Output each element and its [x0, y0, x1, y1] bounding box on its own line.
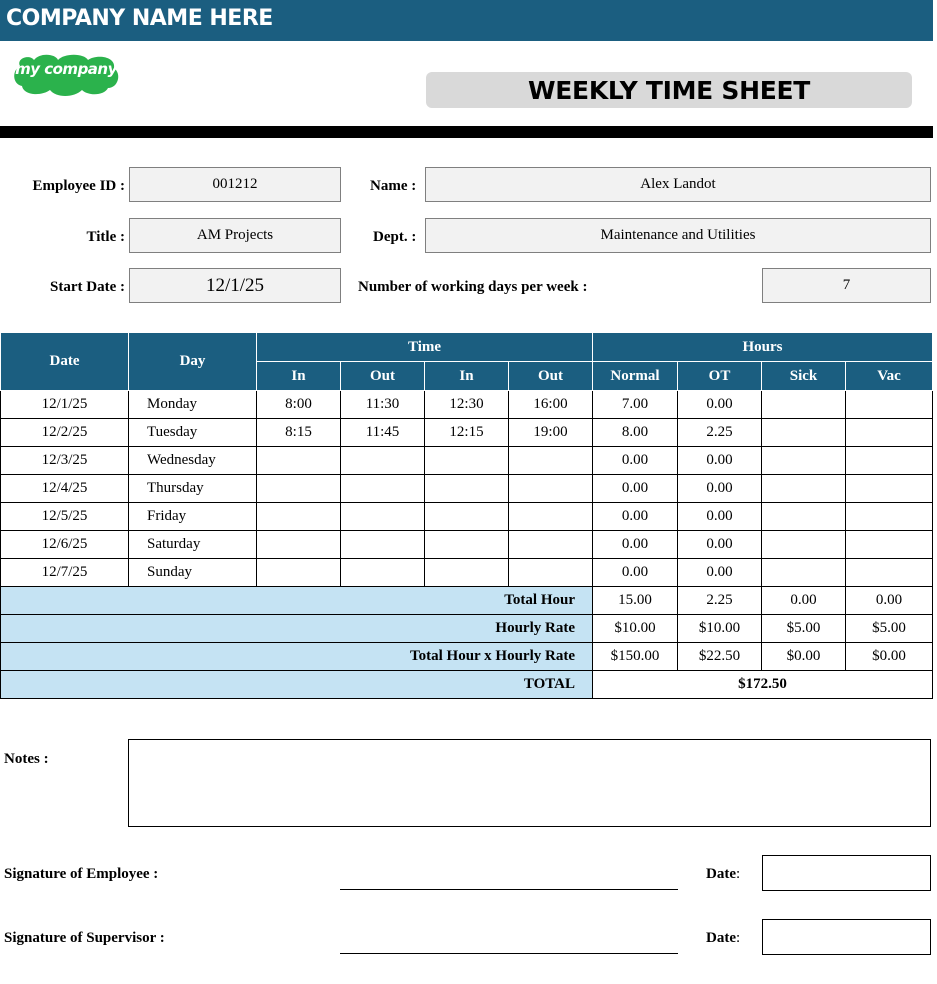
start-date-label: Start Date : — [50, 279, 125, 295]
cell-out1[interactable]: 11:45 — [341, 419, 425, 447]
total-hour-label: Total Hour — [1, 587, 593, 615]
grand-total-value: $172.50 — [593, 671, 933, 699]
grand-total-label: TOTAL — [1, 671, 593, 699]
hourly-rate-normal[interactable]: $10.00 — [593, 615, 678, 643]
header-sick: Sick — [762, 362, 846, 391]
header-time: Time — [257, 333, 593, 362]
cell-out1[interactable] — [341, 503, 425, 531]
cell-in1[interactable] — [257, 475, 341, 503]
cell-sick[interactable] — [762, 391, 846, 419]
cell-normal[interactable]: 0.00 — [593, 475, 678, 503]
cell-day[interactable]: Saturday — [129, 531, 257, 559]
cell-day[interactable]: Sunday — [129, 559, 257, 587]
total-x-rate-ot: $22.50 — [678, 643, 762, 671]
cell-ot[interactable]: 0.00 — [678, 391, 762, 419]
name-value: Alex Landot — [640, 176, 716, 192]
working-days-value: 7 — [842, 277, 851, 293]
total-x-rate-label: Total Hour x Hourly Rate — [1, 643, 593, 671]
start-date-value: 12/1/25 — [205, 275, 265, 296]
cell-sick[interactable] — [762, 503, 846, 531]
title-field[interactable] — [129, 218, 341, 253]
cell-sick[interactable] — [762, 419, 846, 447]
total-x-rate-vac: $0.00 — [846, 643, 933, 671]
employee-signature-line[interactable] — [340, 889, 678, 890]
cell-date[interactable]: 12/3/25 — [1, 447, 129, 475]
header-out-1: Out — [341, 362, 425, 391]
cell-ot[interactable]: 2.25 — [678, 419, 762, 447]
cell-ot[interactable]: 0.00 — [678, 475, 762, 503]
cell-out1[interactable] — [341, 475, 425, 503]
hourly-rate-label: Hourly Rate — [1, 615, 593, 643]
cell-out2[interactable] — [509, 559, 593, 587]
total-x-rate-normal: $150.00 — [593, 643, 678, 671]
dept-field[interactable] — [425, 218, 931, 253]
cell-in1[interactable]: 8:15 — [257, 419, 341, 447]
cell-sick[interactable] — [762, 447, 846, 475]
cell-out2[interactable]: 19:00 — [509, 419, 593, 447]
cell-normal[interactable]: 0.00 — [593, 447, 678, 475]
header-out-2: Out — [509, 362, 593, 391]
cell-normal[interactable]: 0.00 — [593, 559, 678, 587]
cell-in1[interactable] — [257, 559, 341, 587]
cell-out2[interactable] — [509, 531, 593, 559]
cell-ot[interactable]: 0.00 — [678, 531, 762, 559]
supervisor-date-label: Date: — [706, 930, 741, 946]
cell-day[interactable]: Friday — [129, 503, 257, 531]
cell-normal[interactable]: 7.00 — [593, 391, 678, 419]
cell-vac[interactable] — [846, 503, 933, 531]
cell-normal[interactable]: 8.00 — [593, 419, 678, 447]
cell-out1[interactable] — [341, 531, 425, 559]
cell-out1[interactable]: 11:30 — [341, 391, 425, 419]
name-label: Name : — [370, 178, 417, 194]
cell-in2[interactable]: 12:30 — [425, 391, 509, 419]
dept-label: Dept. : — [373, 229, 417, 245]
employee-id-field[interactable] — [129, 167, 341, 202]
cell-in2[interactable] — [425, 559, 509, 587]
total-hour-normal: 15.00 — [593, 587, 678, 615]
employee-id-label: Employee ID : — [32, 178, 125, 194]
table-row — [1, 447, 933, 475]
cell-out2[interactable]: 16:00 — [509, 391, 593, 419]
name-field[interactable] — [425, 167, 931, 202]
table-row — [1, 391, 933, 419]
cell-date[interactable]: 12/5/25 — [1, 503, 129, 531]
cell-in1[interactable]: 8:00 — [257, 391, 341, 419]
cell-sick[interactable] — [762, 559, 846, 587]
supervisor-signature-label: Signature of Supervisor : — [4, 930, 165, 946]
cell-date[interactable]: 12/2/25 — [1, 419, 129, 447]
cell-out2[interactable] — [509, 475, 593, 503]
cell-in1[interactable] — [257, 447, 341, 475]
hourly-rate-vac[interactable]: $5.00 — [846, 615, 933, 643]
cell-date[interactable]: 12/7/25 — [1, 559, 129, 587]
total-hour-ot: 2.25 — [678, 587, 762, 615]
header-in-2: In — [425, 362, 509, 391]
supervisor-signature-line[interactable] — [340, 953, 678, 954]
title-label: Title : — [86, 229, 125, 245]
total-hour-sick: 0.00 — [762, 587, 846, 615]
timesheet-table — [0, 332, 933, 699]
header-vac: Vac — [846, 362, 933, 391]
employee-date-label: Date: — [706, 866, 741, 882]
cell-sick[interactable] — [762, 531, 846, 559]
employee-id-value: 001212 — [212, 176, 258, 192]
header-hours: Hours — [593, 333, 933, 362]
cell-in2[interactable] — [425, 447, 509, 475]
cell-in2[interactable] — [425, 503, 509, 531]
cell-in2[interactable]: 12:15 — [425, 419, 509, 447]
cell-vac[interactable] — [846, 559, 933, 587]
cell-sick[interactable] — [762, 475, 846, 503]
notes-box[interactable] — [128, 739, 931, 827]
notes-label: Notes : — [4, 751, 49, 767]
employee-date-field[interactable] — [762, 855, 931, 891]
table-row — [1, 419, 933, 447]
company-name: COMPANY NAME HERE — [6, 6, 273, 31]
cell-vac[interactable] — [846, 391, 933, 419]
header-date: Date — [1, 333, 129, 391]
table-row — [1, 503, 933, 531]
cell-vac[interactable] — [846, 475, 933, 503]
working-days-field[interactable] — [762, 268, 931, 303]
cell-ot[interactable]: 0.00 — [678, 503, 762, 531]
table-row — [1, 531, 933, 559]
cell-day[interactable]: Monday — [129, 391, 257, 419]
cell-day[interactable]: Thursday — [129, 475, 257, 503]
cell-vac[interactable] — [846, 447, 933, 475]
cell-normal[interactable]: 0.00 — [593, 503, 678, 531]
cell-in2[interactable] — [425, 531, 509, 559]
divider-bar — [0, 126, 933, 138]
header-ot: OT — [678, 362, 762, 391]
table-row — [1, 559, 933, 587]
cell-ot[interactable]: 0.00 — [678, 447, 762, 475]
start-date-field[interactable] — [129, 268, 341, 303]
cell-out1[interactable] — [341, 447, 425, 475]
cell-vac[interactable] — [846, 531, 933, 559]
cell-out1[interactable] — [341, 559, 425, 587]
total-x-rate-sick: $0.00 — [762, 643, 846, 671]
cell-normal[interactable]: 0.00 — [593, 531, 678, 559]
cell-in2[interactable] — [425, 475, 509, 503]
cell-out2[interactable] — [509, 503, 593, 531]
logo-text: my company — [15, 60, 117, 78]
employee-signature-label: Signature of Employee : — [4, 866, 159, 882]
cell-in1[interactable] — [257, 503, 341, 531]
cell-vac[interactable] — [846, 419, 933, 447]
cell-out2[interactable] — [509, 447, 593, 475]
cell-day[interactable]: Tuesday — [129, 419, 257, 447]
dept-value: Maintenance and Utilities — [600, 227, 756, 243]
working-days-label: Number of working days per week : — [358, 279, 588, 295]
supervisor-date-field[interactable] — [762, 919, 931, 955]
cell-ot[interactable]: 0.00 — [678, 559, 762, 587]
hourly-rate-sick[interactable]: $5.00 — [762, 615, 846, 643]
sheet-title: WEEKLY TIME SHEET — [528, 76, 810, 105]
cell-day[interactable]: Wednesday — [129, 447, 257, 475]
header-normal: Normal — [593, 362, 678, 391]
header-day: Day — [129, 333, 257, 391]
header-in-1: In — [257, 362, 341, 391]
total-hour-vac: 0.00 — [846, 587, 933, 615]
cell-date[interactable]: 12/4/25 — [1, 475, 129, 503]
table-row — [1, 475, 933, 503]
hourly-rate-ot[interactable]: $10.00 — [678, 615, 762, 643]
cell-date[interactable]: 12/6/25 — [1, 531, 129, 559]
title-value: AM Projects — [196, 227, 274, 243]
cell-in1[interactable] — [257, 531, 341, 559]
cell-date[interactable]: 12/1/25 — [1, 391, 129, 419]
